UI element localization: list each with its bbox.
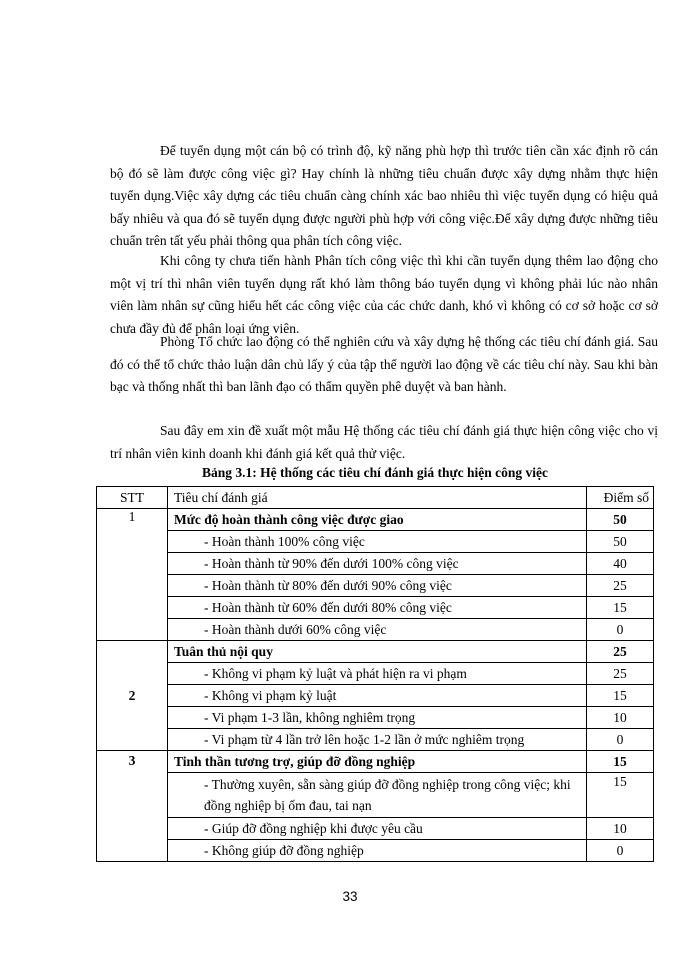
header-stt: STT	[97, 487, 168, 509]
criterion-score: 10	[587, 707, 654, 729]
table-row	[97, 531, 654, 553]
group-score: 25	[587, 641, 654, 663]
table-row	[97, 685, 654, 707]
table-row	[97, 619, 654, 641]
group-title: Tinh thần tương trợ, giúp đỡ đồng nghiệp	[168, 751, 587, 773]
criterion-label: - Hoàn thành từ 60% đến dưới 80% công việc	[168, 597, 587, 619]
group-title: Tuân thủ nội quy	[168, 641, 587, 663]
table-row	[97, 818, 654, 840]
table-row-group-title	[97, 641, 654, 663]
criterion-label: - Hoàn thành dưới 60% công việc	[168, 619, 587, 641]
criterion-score: 15	[587, 597, 654, 619]
criterion-score: 15	[587, 685, 654, 707]
table-row	[97, 729, 654, 751]
criterion-score: 40	[587, 553, 654, 575]
criterion-score: 25	[587, 663, 654, 685]
paragraph-job-analysis: Khi công ty chưa tiến hành Phân tích công việc thì khi cần tuyển dụng thêm lao động cho một vị trí thì nhân viên tuyển dụng rất khó làm thông báo tuyển dụng vì không phải lúc nào nhân viên làm nhân sự cũng hiểu hết các công việc của các chức danh, khó vì không có cơ sở hoặc cơ sở chưa đầy đủ để phân loại ứng viên.	[110, 253, 658, 336]
criterion-score: 15	[587, 773, 654, 818]
header-score: Điểm số	[587, 487, 654, 509]
table-row	[97, 840, 654, 862]
table-header-row	[97, 487, 654, 509]
table-row	[97, 597, 654, 619]
table-row-group-title	[97, 509, 654, 531]
criterion-score: 25	[587, 575, 654, 597]
criterion-score: 50	[587, 531, 654, 553]
criterion-score: 0	[587, 840, 654, 862]
page-number: 33	[342, 889, 358, 904]
criterion-label: - Không vi phạm kỷ luật và phát hiện ra vi phạm	[168, 663, 587, 685]
evaluation-criteria-table	[96, 486, 654, 862]
group-stt: 2	[97, 641, 168, 751]
criterion-label: - Hoàn thành từ 80% đến dưới 90% công việc	[168, 575, 587, 597]
criterion-label: - Không giúp đỡ đồng nghiệp	[168, 840, 587, 862]
criterion-score: 10	[587, 818, 654, 840]
criterion-label: - Giúp đỡ đồng nghiệp khi được yêu cầu	[168, 818, 587, 840]
criterion-label: - Vi phạm từ 4 lần trở lên hoặc 1-2 lần ở mức nghiêm trọng	[168, 729, 587, 751]
table-row	[97, 773, 654, 818]
paragraph-proposal: Sau đây em xin đề xuất một mẫu Hệ thống các tiêu chí đánh giá thực hiện công việc cho vị trí nhân viên kinh doanh khi đánh giá kết quả thử việc.	[110, 423, 658, 461]
criterion-label: - Hoàn thành 100% công việc	[168, 531, 587, 553]
table-row-group-title	[97, 751, 654, 773]
group-title: Mức độ hoàn thành công việc được giao	[168, 509, 587, 531]
criterion-score: 0	[587, 729, 654, 751]
criterion-label: - Thường xuyên, sẵn sàng giúp đỡ đồng nghiệp trong công việc; khi đồng nghiệp bị ốm đau, tai nạn	[168, 773, 587, 818]
header-criteria: Tiêu chí đánh giá	[168, 487, 587, 509]
table-caption: Bảng 3.1: Hệ thống các tiêu chí đánh giá thực hiện công việc	[202, 465, 548, 480]
group-score: 50	[587, 509, 654, 531]
criterion-label: - Vi phạm 1-3 lần, không nghiêm trọng	[168, 707, 587, 729]
table-row	[97, 553, 654, 575]
group-score: 15	[587, 751, 654, 773]
criterion-label: - Không vi phạm kỷ luật	[168, 685, 587, 707]
table-row	[97, 707, 654, 729]
criterion-score: 0	[587, 619, 654, 641]
group-stt: 3	[97, 751, 168, 862]
paragraph-hr-department: Phòng Tổ chức lao động có thể nghiên cứu và xây dựng hệ thống các tiêu chí đánh giá. Sau đó có thể tổ chức thảo luận dân chủ lấy ý của tập thể người lao động về các tiêu chí này. Sau khi bàn bạc và thống nhất thì ban lãnh đạo có thẩm quyền phê duyệt và ban hành.	[110, 334, 658, 394]
paragraph-recruitment-criteria: Để tuyển dụng một cán bộ có trình độ, kỹ năng phù hợp thì trước tiên cần xác định rõ cán bộ đó sẽ làm được công việc gì? Hay chính là những tiêu chuẩn được xây dựng nhằm thực hiện tuyển dụng.Việc xây dựng các tiêu chuẩn càng chính xác bao nhiêu thì việc tuyển dụng có hiệu quả bấy nhiêu và qua đó sẽ tuyển dụng được người phù hợp với công việc.Để xây dựng được những tiêu chuẩn trên tất yếu phải thông qua phân tích công việc.	[110, 143, 658, 248]
group-stt: 1	[97, 509, 168, 641]
table-row	[97, 575, 654, 597]
criterion-label: - Hoàn thành từ 90% đến dưới 100% công việc	[168, 553, 587, 575]
table-row	[97, 663, 654, 685]
